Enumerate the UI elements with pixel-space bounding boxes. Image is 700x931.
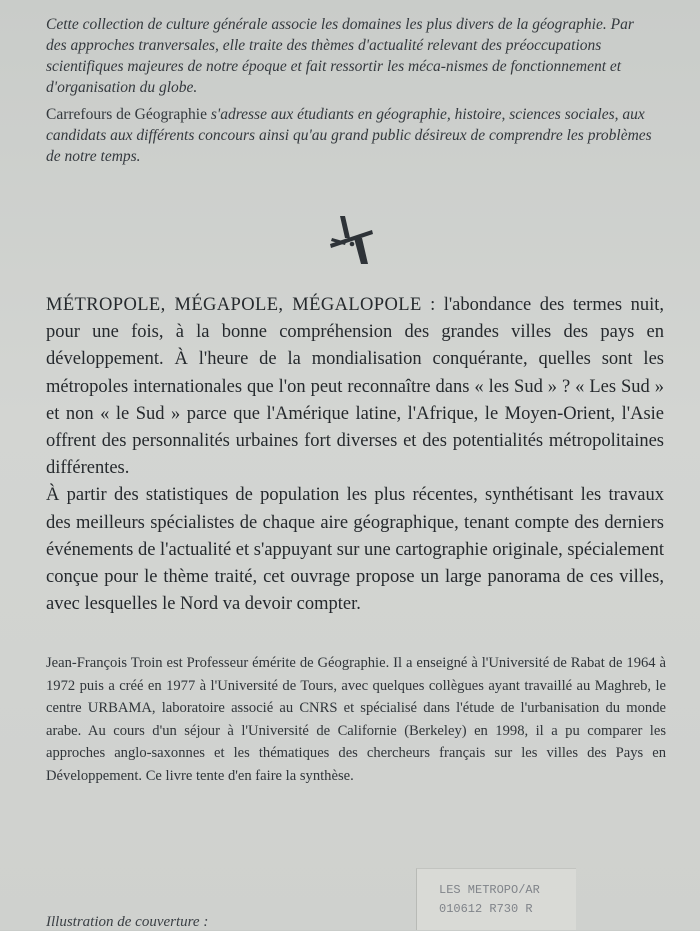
audience-text: s'adresse aux étudiants en géographie, histoire, sciences sociales, aux candidats aux différents concours ainsi qu'au grand public désireux de comprendre les problèmes de notre temps. — [46, 106, 652, 165]
audience-paragraph — [46, 104, 658, 167]
sticker-line-2: 010612 R730 R — [439, 902, 533, 916]
book-description — [46, 292, 664, 618]
author-bio — [46, 652, 666, 788]
publisher-logo-icon — [326, 214, 376, 266]
book-title-caps: MÉTROPOLE, MÉGAPOLE, MÉGALOPOLE — [46, 295, 422, 315]
series-name: Carrefours de Géographie — [46, 106, 207, 123]
author-bio-text: Jean-François Troin est Professeur émérite de Géographie. Il a enseigné à l'Université de Rabat de 1964 à 1972 puis a créé en 1977 à l'Université de Tours, avec quelques collègues ayant travaillé au Maghreb, le centre URBAMA, laboratoire associé au CNRS et spécialisé dans l'étude de l'urbanisation du monde arabe. Au cours d'un séjour à l'Université de Californie (Berkeley) en 1998, il a pu comparer les approches anglo-saxonnes et les thématiques des chercheurs français sur les villes des Pays en Développement. Ce livre tente d'en faire la synthèse. — [46, 655, 666, 784]
summary-text: : l'abondance des termes nuit, pour une fois, à la bonne compréhension des grandes villes des pays en développement. À l'heure de la mondialisation conquérante, quelles sont les métropoles internationales que l'on peut reconnaître dans « les Sud » ? « Les Sud » et non « le Sud » parce que l'Amérique latine, l'Afrique, le Moyen-Orient, l'Asie offrent des personnalités urbaines fort diverses et des potentialités métropolitaines différentes. — [46, 295, 664, 479]
collection-description — [46, 14, 658, 173]
approach-paragraph: À partir des statistiques de population les plus récentes, synthétisant les travaux des meilleurs spécialistes de chaque aire géographique, tenant compte des derniers événements de l'actualité et s'appuyant sur une cartographie originale, spécialement conçue pour le thème traité, cet ouvrage propose un large panorama de ces villes, avec lesquelles le Nord va devoir compter. — [46, 485, 664, 615]
library-sticker — [416, 868, 576, 930]
collection-paragraph: Cette collection de culture générale associe les domaines les plus divers de la géographie. Par des approches tranversales, elle traite des thèmes d'actualité relevant des préoccupations scientifiques majeures de notre époque et fait ressortir les méca-nismes de fonctionnement et d'organisation du globe. — [46, 16, 634, 96]
sticker-line-1: LES METROPO/AR — [439, 883, 540, 897]
summary-paragraph — [46, 292, 664, 482]
illustration-credit-label: Illustration de couverture : — [46, 914, 209, 930]
